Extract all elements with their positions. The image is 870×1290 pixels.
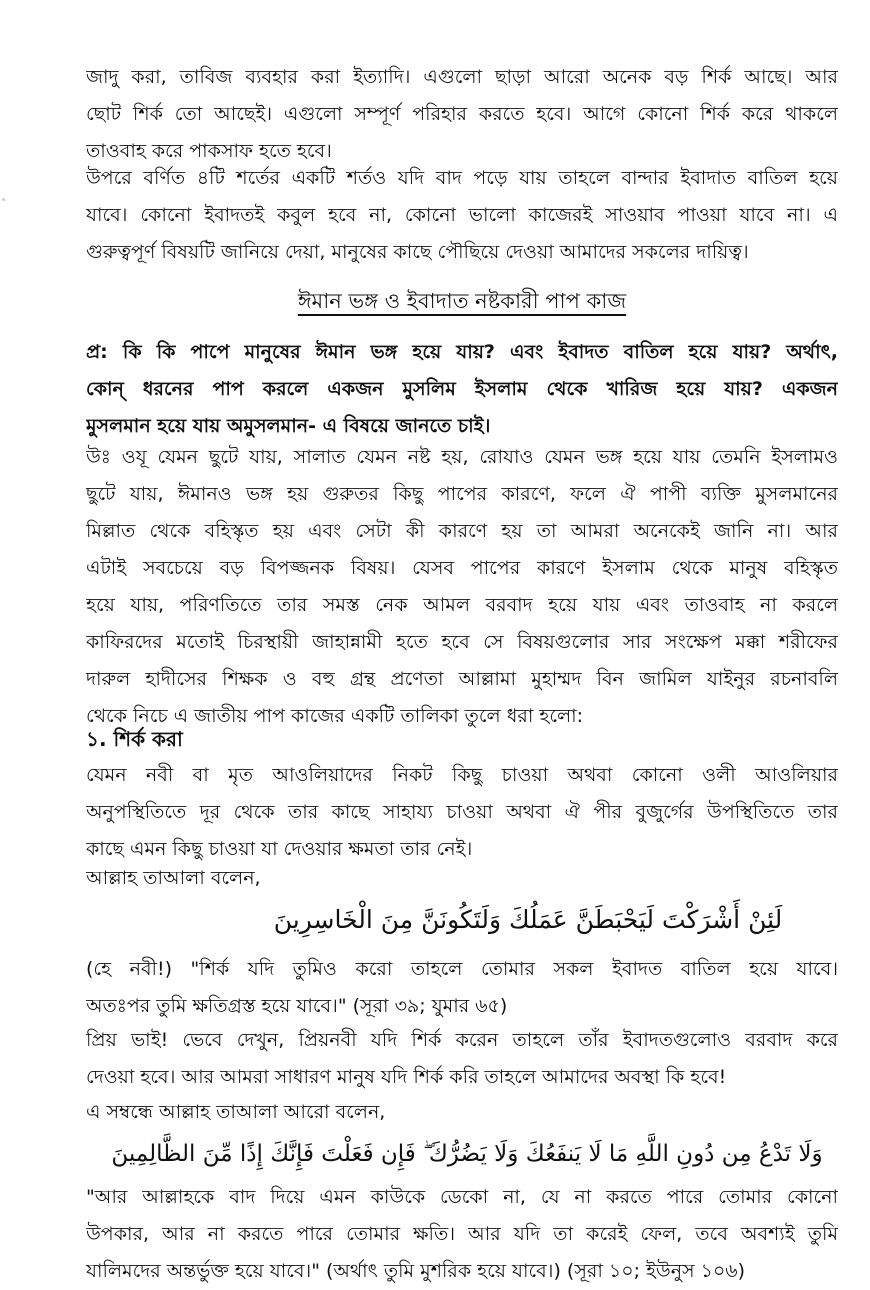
text-line: উপকার, আর না করতে পারে তোমার ক্ষতি। আর যদি তা করেই ফেল, তবে অবশ্যই তুমি	[86, 1223, 838, 1245]
answer-line: কাফিরদের মতোই চিরস্থায়ী জাহান্নামী হতে হবে সে বিষয়গুলোর সার সংক্ষেপ মক্কা শরীফের	[86, 631, 838, 653]
paragraph-allah-says	[86, 860, 838, 897]
arabic-verse: لَئِنْ أَشْرَكْتَ لَيَحْبَطَنَّ عَمَلُكَ وَلَتَكُونَنَّ مِنَ الْخَاسِرِينَ	[273, 905, 783, 934]
margin-mark	[2, 198, 5, 201]
question-line: মুসলমান হয়ে যায় অমুসলমান- এ বিষয়ে জানতে চাই।	[86, 415, 491, 437]
paragraph-shirk-examples	[86, 59, 838, 170]
text-line: যালিমদের অন্তর্ভুক্ত হয়ে যাবে।" (অর্থাৎ তুমি মুশরিক হয়ে যাবে।) (সূরা ১০; ইউনুস ১০৬)	[86, 1260, 746, 1282]
text-line: অতঃপর তুমি ক্ষতিগ্রস্ত হয়ে যাবে।" (সূরা ৩৯; যুমার ৬৫)	[86, 995, 508, 1017]
section-heading-text: ঈমান ভঙ্গ ও ইবাদাত নষ্টকারী পাপ কাজ	[297, 289, 627, 313]
arabic-verse: وَلَا تَدْعُ مِن دُونِ اللَّهِ مَا لَا يَنفَعُكَ وَلَا يَضُرُّكَ ۖ فَإِن فَعَلْتَ فَإِنَّكَ إِذًا مِّنَ الظَّالِمِينَ	[111, 1141, 823, 1167]
paragraph-verse-translation	[86, 1179, 838, 1290]
answer-line: দারুল হাদীসের শিক্ষক ও বহু গ্রন্থ প্রণেতা আল্লামা মুহাম্মদ বিন জামিল যাইনুর রচনাবলি	[86, 668, 838, 690]
text-line: উপরে বর্ণিত ৪টি শর্তের একটি শর্তও যদি বাদ পড়ে যায় তাহলে বান্দার ইবাদাত বাতিল হয়ে	[86, 167, 838, 189]
text-line: অনুপস্থিতিতে দূর থেকে তার কাছে সাহায্য চাওয়া অথবা ঐ পীর বুজুর্গের উপস্থিতিতে তার	[86, 801, 838, 823]
text-line: (হে নবী!) "শির্ক যদি তুমিও করো তাহলে তোমার সকল ইবাদত বাতিল হয়ে যাবে।	[86, 958, 838, 980]
paragraph-conditions	[86, 160, 838, 271]
question-line: প্র: কি কি পাপে মানুষের ঈমান ভঙ্গ হয়ে যায়? এবং ইবাদত বাতিল হয়ে যায়? অর্থাৎ,	[86, 341, 838, 363]
answer-line: ছুটে যায়, ঈমানও ভঙ্গ হয় গুরুতর কিছু পাপের কারণে, ফলে ঐ পাপী ব্যক্তি মুসলমানের	[86, 483, 838, 505]
paragraph-shirk-definition	[86, 757, 838, 868]
answer-line: মিল্লাত থেকে বহিস্কৃত হয় এবং সেটা কী কারণে হয় তা আমরা অনেকেই জানি না। আর	[86, 520, 838, 542]
answer-line: থেকে নিচে এ জাতীয় পাপ কাজের একটি তালিকা তুলে ধরা হলো:	[86, 705, 584, 727]
paragraph-reflection	[86, 1022, 838, 1096]
text-line: যাবে। কোনো ইবাদতই কবুল হবে না, কোনো ভালো কাজেরই সাওয়াব পাওয়া যাবে না। এ	[86, 204, 838, 226]
question-line: কোন্ ধরনের পাপ করলে একজন মুসলিম ইসলাম থেকে খারিজ হয়ে যায়? একজন	[86, 378, 838, 400]
section-heading	[86, 283, 838, 319]
text-line: ছোট শির্ক তো আছেই। এগুলো সম্পূর্ণ পরিহার করতে হবে। আগে কোনো শির্ক করে থাকলে	[86, 103, 838, 125]
text-line: এ সম্বন্ধে আল্লাহ তাআলা আরো বলেন,	[86, 1101, 386, 1123]
paragraph-further-says	[86, 1094, 838, 1131]
answer-line: উঃ ওযূ যেমন ছুটে যায়, সালাত যেমন নষ্ট হয়, রোযাও যেমন ভঙ্গ হয়ে যায় তেমনি ইসলামও	[86, 446, 838, 468]
text-line: যেমন নবী বা মৃত আওলিয়াদের নিকট কিছু চাওয়া অথবা কোনো ওলী আওলিয়ার	[86, 764, 838, 786]
text-line: আল্লাহ তাআলা বলেন,	[86, 867, 261, 889]
answer-paragraph	[86, 439, 838, 735]
text-line: কাছে এমন কিছু চাওয়া যা দেওয়ার ক্ষমতা তার নেই।	[86, 838, 473, 860]
text-line: "আর আল্লাহকে বাদ দিয়ে এমন কাউকে ডেকো না, যে না করতে পারে তোমার কোনো	[86, 1186, 838, 1208]
answer-line: হয়ে যায়, পরিণতিতে তার সমস্ত নেক আমল বরবাদ হয়ে যায় এবং তাওবাহ না করলে	[86, 594, 838, 616]
paragraph-verse-translation	[86, 951, 838, 1025]
text-line: তাওবাহ করে পাকসাফ হতে হবে।	[86, 140, 332, 162]
item-heading: ১. শির্ক করা	[86, 727, 183, 751]
text-line: গুরুত্বপূর্ণ বিষয়টি জানিয়ে দেয়া, মানুষের কাছে পৌছিয়ে দেওয়া আমাদের সকলের দায়িত্ব।	[86, 241, 749, 263]
text-line: প্রিয় ভাই! ভেবে দেখুন, প্রিয়নবী যদি শির্ক করেন তাহলে তাঁর ইবাদতগুলোও বরবাদ করে	[86, 1029, 838, 1051]
text-line: দেওয়া হবে। আর আমরা সাধারণ মানুষ যদি শির্ক করি তাহলে আমাদের অবস্থা কি হবে!	[86, 1066, 727, 1088]
question-paragraph	[86, 334, 838, 445]
text-line: জাদু করা, তাবিজ ব্যবহার করা ইত্যাদি। এগুলো ছাড়া আরো অনেক বড় শির্ক আছে। আর	[86, 66, 838, 88]
answer-line: এটাই সবচেয়ে বড় বিপজ্জনক বিষয়। যেসব পাপের কারণে ইসলাম থেকে মানুষ বহিস্কৃত	[86, 557, 838, 579]
